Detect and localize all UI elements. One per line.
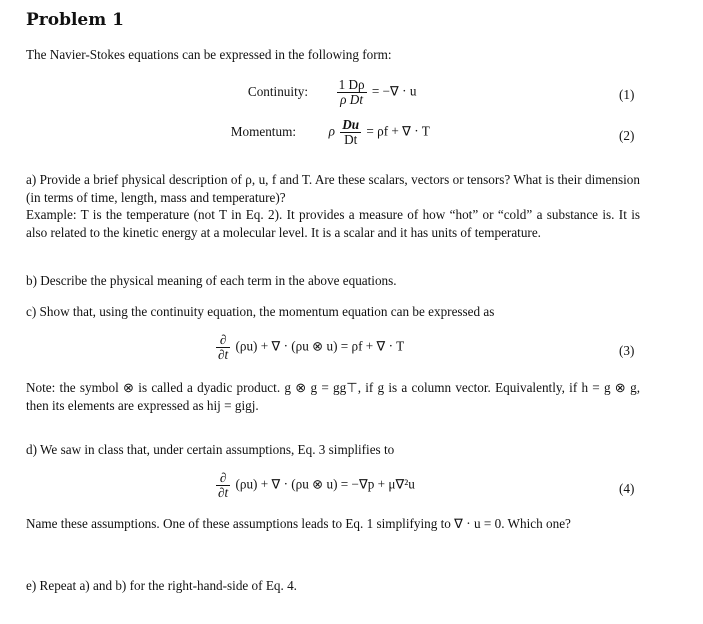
- intro-text: The Navier-Stokes equations can be expressed in the following form:: [26, 47, 392, 62]
- eq2-label: Momentum:: [230, 123, 296, 139]
- eq2-fraction: [340, 118, 361, 147]
- eq1-rhs: = −∇ · u: [371, 83, 417, 99]
- eq3-number: (3): [619, 343, 635, 358]
- part-a-text: a) Provide a brief physical description of ρ, u, f and T. Are these scalars, vectors or tensors? What is their dimension (in terms of time, length, mass and temperature)?: [26, 172, 640, 205]
- eq3-rhs: (ρu) + ∇ · (ρu ⊗ u) = ρf + ∇ · T: [235, 338, 405, 354]
- eq4-numerator: ∂: [216, 471, 230, 486]
- eq2-denominator: Dt: [344, 132, 358, 147]
- equation-4: [214, 471, 415, 500]
- eq4-number: (4): [619, 481, 635, 496]
- eq2-rho: ρ: [328, 123, 335, 139]
- note-text: Note: the symbol ⊗ is called a dyadic product. g ⊗ g = gg⊤, if g is a column vector. Equivalently, if h = g ⊗ g, then its elements are expressed as hij = gigj.: [26, 380, 640, 413]
- eq4-rhs: (ρu) + ∇ · (ρu ⊗ u) = −∇p + μ∇²u: [235, 476, 415, 492]
- equation-2: [220, 118, 430, 147]
- eq3-denominator: ∂t: [218, 347, 229, 362]
- equation-3: [214, 333, 404, 362]
- eq4-fraction: [216, 471, 230, 500]
- eq2-rhs: = ρf + ∇ · T: [366, 123, 430, 139]
- eq1-denominator: ρ Dt: [340, 92, 363, 107]
- assumptions-text: Name these assumptions. One of these assumptions leads to Eq. 1 simplifying to ∇ · u = 0. Which one?: [26, 516, 571, 531]
- eq3-numerator: ∂: [216, 333, 230, 348]
- eq1-fraction: [337, 78, 367, 107]
- eq1-number: (1): [619, 87, 635, 102]
- eq1-label: Continuity:: [247, 83, 308, 99]
- equation-1: [236, 78, 416, 107]
- eq1-numerator: 1 Dρ: [338, 77, 365, 92]
- part-e-text: e) Repeat a) and b) for the right-hand-side of Eq. 4.: [26, 578, 297, 593]
- example-text: Example: T is the temperature (not T in Eq. 2). It provides a measure of how “hot” or “cold” a substance is. It is also related to the kinetic energy at a molecular level. It is a scalar and it has units of temperature.: [26, 207, 640, 240]
- problem-title: Problem 1: [26, 10, 124, 30]
- part-d-text: d) We saw in class that, under certain assumptions, Eq. 3 simplifies to: [26, 442, 395, 457]
- eq2-number: (2): [619, 128, 635, 143]
- eq2-numerator: Du: [342, 117, 360, 132]
- eq3-fraction: [216, 333, 230, 362]
- part-b-text: b) Describe the physical meaning of each term in the above equations.: [26, 273, 397, 288]
- eq4-denominator: ∂t: [218, 485, 229, 500]
- part-c-text: c) Show that, using the continuity equation, the momentum equation can be expressed as: [26, 304, 495, 319]
